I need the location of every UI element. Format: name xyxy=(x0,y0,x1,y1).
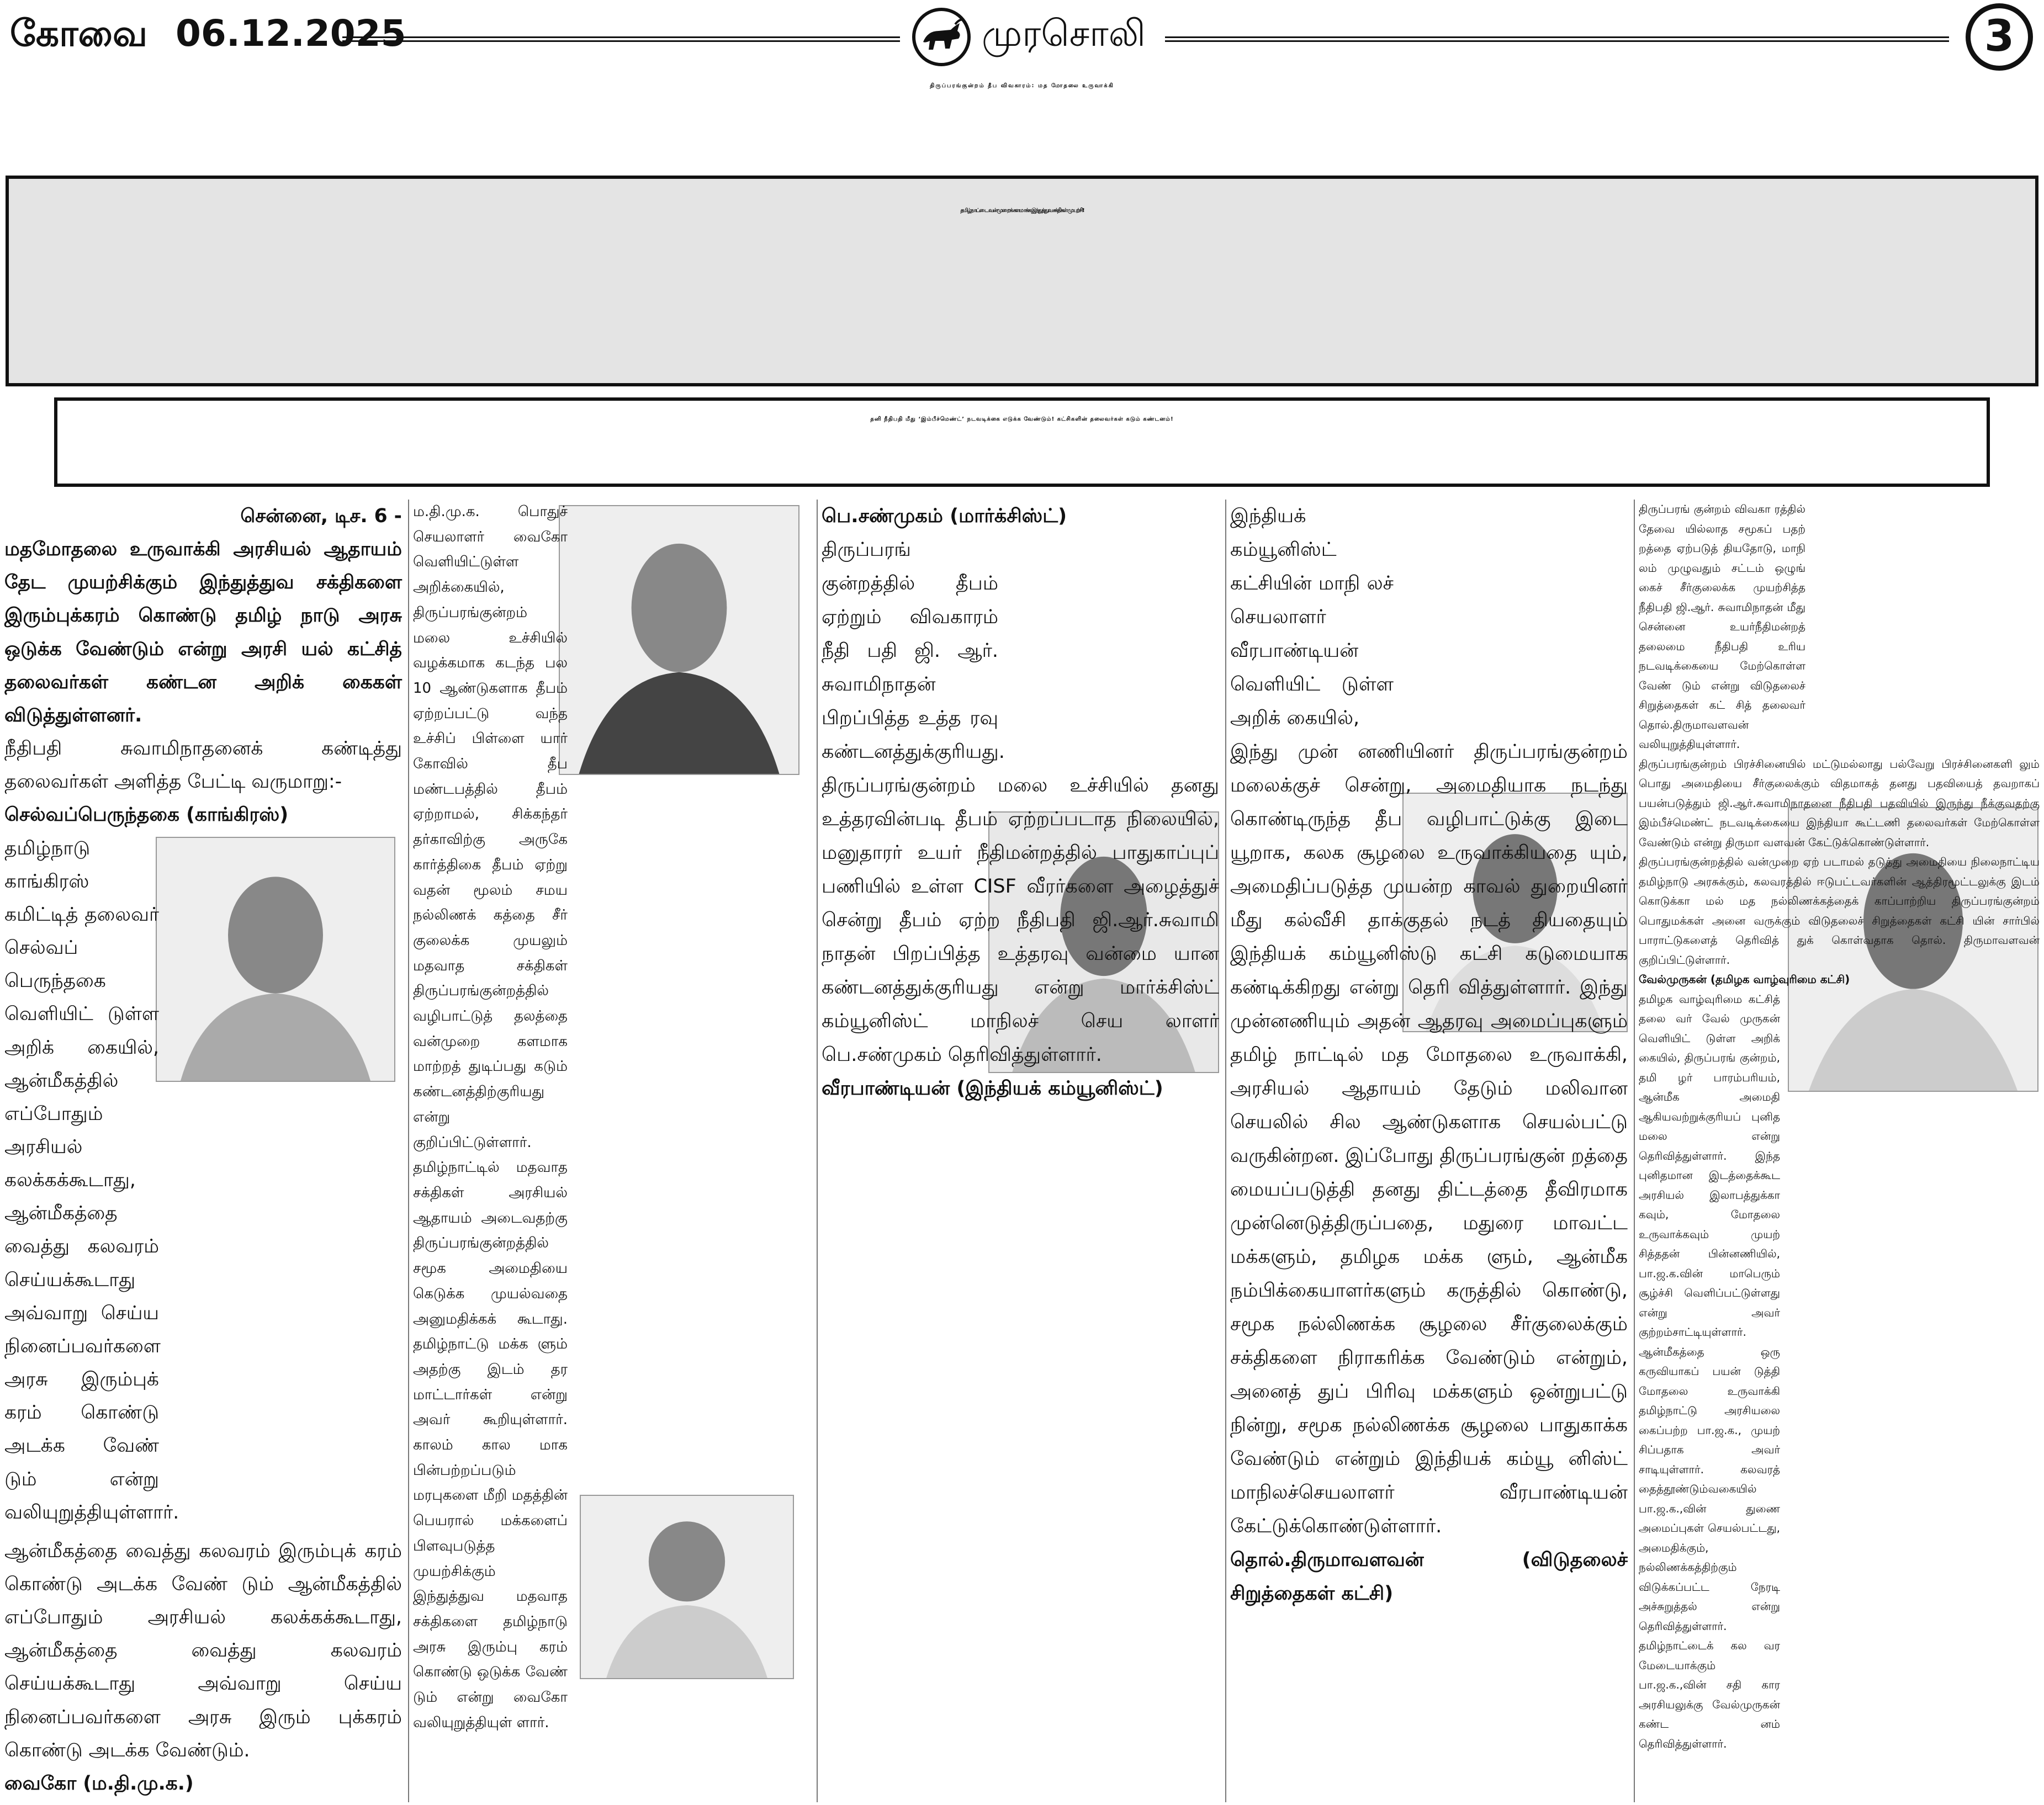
section-heading-thirumavalavan: தொல்.திருமாவளவன் (விடுதலைச் சிறுத்தைகள் கட்சி) xyxy=(1230,1549,1628,1605)
subheadline-box xyxy=(54,397,1990,487)
column-rule xyxy=(817,500,818,1802)
article-lead: மதமோதலை உருவாக்கி அரசியல் ஆதாயம் தேட முயற்சிக்கும் இந்துத்துவ சக்திகளை இரும்புக்கரம் கொண்டு தமிழ் நாடு அரசு ஒடுக்க வேண்டும் என்று அரசி யல் கட்சித் தலைவர்கள் கண்டன அறிக் கைகள் விடுத்துள்ளனர். xyxy=(4,538,402,726)
section-heading-selvaperunthagai: செல்வப்பெருந்தகை (காங்கிரஸ்) xyxy=(4,804,289,826)
main-headline: தமிழ்நாட்டை வன்முறைக் களமாக்க இந்துத்துவ சக்திகள் முயற்சி! xyxy=(960,208,1084,214)
masthead xyxy=(0,0,2044,77)
masthead-paper-name: முரசொலி xyxy=(982,12,1146,55)
section-paragraph: திருப்பரங்குன்றத்தில் வன்முறை ஏற் படாமல் தடுத்து அமைதியை நிலைநாட்டிய தமிழ்நாடு அரசுக்கும், கலவரத்தில் ஈடுபட்டவர்களின் ஆத்திரமூட்டலுக்கு இடம் கொடுக்கா மல் மத நல்லிணக்கத்தைக் காப்பாற்றிய திருப்பரங்குன்றம் பொதுமக்கள் அனை வருக்கும் விடுதலைச் சிறுத்தைகள் கட்சி யின் சார்பில் பாராட்டுகளைத் தெரிவித் துக் கொள்வதாக தொல். திருமாவளவன் குறிப்பிட்டுள்ளார். xyxy=(1639,855,2040,967)
article-column-1 xyxy=(4,500,402,1800)
article-dateline: சென்னை, டிச. 6 - xyxy=(240,505,402,527)
masthead-rule-right xyxy=(1165,36,1949,42)
section-heading-vaiko: வைகோ (ம.தி.மு.க.) xyxy=(4,1772,194,1795)
headline-box xyxy=(6,176,2038,386)
masthead-date: 06.12.2025 xyxy=(176,12,406,55)
article-intro: நீதிபதி சுவாமிநாதனைக் கண்டித்து தலைவர்கள் அளித்த பேட்டி வருமாறு:- xyxy=(4,737,402,793)
section-paragraph: தமிழ்நாடு காங்கிரஸ் கமிட்டித் தலைவர் செல்வப் பெருந்தகை வெளியிட் டுள்ள அறிக் கையில், ஆன்மீகத்தில் எப்போதும் அரசியல் கலக்கக்கூடாது, ஆன்மீகத்தை வைத்து கலவரம் செய்யக்கூடாது அவ்வாறு செய்ய நினைப்பவர்களை அரசு இரும்புக் கரம் கொண்டு அடக்க வேண் டும் என்று வலியுறுத்தியுள்ளார். xyxy=(4,837,179,1523)
section-paragraph: இந்தியக் கம்யூனிஸ்ட் கட்சியின் மாநி லச் செயலாளர் வீரபாண்டியன் வெளியிட் டுள்ள அறிக் கையில், xyxy=(1230,505,1394,729)
section-heading-velmurugan: வேல்முருகன் (தமிழக வாழ்வுரிமை கட்சி) xyxy=(1639,973,1850,986)
masthead-city: கோவை xyxy=(10,12,148,55)
section-paragraph: இந்து முன் னணியினர் திருப்பரங்குன்றம் மலைக்குச் சென்று, அமைதியாக நடந்து கொண்டிருந்த தீப வழிபாட்டுக்கு இடை யூறாக, கலக சூழலை உருவாக்கியதை யும், அமைதிப்படுத்த முயன்ற காவல் துறையினர் மீது கல்வீசி தாக்குதல் நடத் தியதையும் இந்தியக் கம்யூனிஸ்டு கட்சி கடுமையாக கண்டிக்கிறது என்று தெரி வித்துள்ளார். இந்து முன்னணியும் அதன் ஆதரவு அமைப்புகளும் தமிழ் நாட்டில் மத மோதலை உருவாக்கி, அரசியல் ஆதாயம் தேடும் மலிவான செயலில் சில ஆண்டுகளாக செயல்பட்டு வருகின்றன. இப்போது திருப்பரங்குன் றத்தை மையப்படுத்தி தனது திட்டத்தை தீவிரமாக முன்னெடுத்திருப்பதை, மதுரை மாவட்ட மக்களும், தமிழக மக்க ளும், ஆன்மீக நம்பிக்கையாளர்களும் கருத்தில் கொண்டு, சமூக நல்லிணக்க சூழலை சீர்குலைக்கும் சக்திகளை நிராகரிக்க வேண்டும் என்றும், அனைத் துப் பிரிவு மக்களும் ஒன்றுபட்டு நின்று, சமூக நல்லிணக்க சூழலை பாதுகாக்க வேண்டும் என்றும் இந்தியக் கம்யூ னிஸ்ட் மாநிலச்செயலாளர் வீரபாண்டியன் கேட்டுக்கொண்டுள்ளார். xyxy=(1230,741,1628,1537)
kicker-headline: திருப்பரங்குன்றம் தீப விவகாரம்: மத மோதலை உருவாக்கி xyxy=(930,83,1114,89)
section-paragraph: திருப்பரங்குன்றம் மலை உச்சியில் தனது உத்தரவின்படி தீபம் ஏற்றப்படாத நிலையில், மனுதாரர் உயர் நீதிமன்றத்தில் பாதுகாப்புப் பணியில் உள்ள CISF வீரர்களை அழைத்துச் சென்று தீபம் ஏற்ற நீதிபதி ஜி.ஆர்.சுவாமி நாதன் பிறப்பித்த உத்தரவு வன்மை யான கண்டனத்துக்குரியது என்று மார்க்சிஸ்ட் கம்யூனிஸ்ட் மாநிலச் செய லாளர் பெ.சண்முகம் தெரிவித்துள்ளார். xyxy=(822,774,1219,1066)
page-number-badge: 3 xyxy=(1966,3,2033,71)
column-rule xyxy=(1634,500,1635,1802)
section-paragraph: தமிழக வாழ்வுரிமை கட்சித் தலை வர் வேல் முருகன் வெளியிட் டுள்ள அறிக் கையில், திருப்பரங் குன்றம், தமி ழர் பாரம்பரியம், ஆன்மீக அமைதி ஆகியவற்றுக்குரியப் புனித மலை என்று தெரிவித்துள்ளார். இந்த புனிதமான இடத்தைக்கூட அரசியல் இலாபத்துக்கா கவும், மோதலை உருவாக்கவும் முயற் சித்ததன் பின்னணியில், பா.ஜ.க.வின் மாபெரும் சூழ்ச்சி வெளிப்பட்டுள்ளது என்று அவர் குற்றம்சாட்டியுள்ளார். ஆன்மீகத்தை ஒரு கருவியாகப் பயன் டுத்தி மோதலை உருவாக்கி தமிழ்நாட்டு அரசியலை கைப்பற்ற பா.ஜ.க., முயற் சிப்பதாக அவர் சாடியுள்ளார். கலவரத் தைத்தூண்டும்வகையில் பா.ஜ.க.,வின் துணை அமைப்புகள் செயல்பட்டது, அமைதிக்கும், நல்லிணக்கத்திற்கும் விடுக்கப்பட்ட நேரடி அச்சுறுத்தல் என்று தெரிவித்துள்ளார். தமிழ்நாட்டைக் கல வர மேடையாக்கும் பா.ஜ.க.,வின் சதி கார அரசியலுக்கு வேல்முருகன் கண்ட னம் தெரிவித்துள்ளார். xyxy=(1639,992,1780,1750)
article-column-5 xyxy=(1639,500,2040,1754)
section-paragraph: ம.தி.மு.க. பொதுச் செயலாளர் வைகோ வெளியிட்டுள்ள அறிக்கையில், திருப்பரங்குன்றம் மலை உச்சியில் வழக்கமாக கடந்த பல 10 ஆண்டுகளாக தீபம் ஏற்றப்பட்டு வந்த உச்சிப் பிள்ளை யார் கோவில் தீப மண்டபத்தில் தீபம் ஏற்றாமல், சிக்கந்தர் தர்காவிற்கு அருகே கார்த்திகை தீபம் ஏற்று வதன் மூலம் சமய நல்லிணக் கத்தை சீர் குலைக்க முயலும் மதவாத சக்திகள் திருப்பரங்குன்றத்தில் வழிபாட்டுத் தலத்தை வன்முறை களமாக மாற்றத் துடிப்பது கடும் கண்டனத்திற்குரியது என்று குறிப்பிட்டுள்ளார். தமிழ்நாட்டில் மதவாத சக்திகள் அரசியல் ஆதாயம் அடைவதற்கு திருப்பரங்குன்றத்தில் சமூக அமைதியை கெடுக்க முயல்வதை அனுமதிக்கக் கூடாது. தமிழ்நாட்டு மக்க ளும் அதற்கு இடம் தர மாட்டார்கள் என்று அவர் கூறியுள்ளார். காலம் கால மாக பின்பற்றப்படும் மரபுகளை மீறி மதத்தின் பெயரால் மக்களைப் பிளவுபடுத்த முயற்சிக்கும் இந்துத்துவ மதவாத சக்திகளை தமிழ்நாடு அரசு இரும்பு கரம் கொண்டு ஒடுக்க வேண் டும் என்று வைகோ வலியுறுத்தியுள் ளார். xyxy=(413,503,568,1731)
section-paragraph: திருப்பரங்குன்றம் பிரச்சினையில் மட்டுமல்லாது பல்வேறு பிரச்சினைகளி லும் பொது அமைதியை சீர்குலைக்கும் விதமாகத் தனது பதவியைத் தவறாகப் பயன்படுத்தும் ஜி.ஆர்.சுவாமிநாதனை நீதிபதி பதவியில் இருந்து நீக்குவதற்கு இம்பீச்மெண்ட் நடவடிக்கையை இந்தியா கூட்டணி தலைவர்கள் மேற்கொள்ள வேண்டும் என்று திருமா வளவன் கேட்டுக்கொண்டுள்ளார். xyxy=(1639,757,2040,849)
article-column-3 xyxy=(822,500,1219,1106)
section-heading-shanmugam: பெ.சண்முகம் (மார்க்சிஸ்ட்) xyxy=(822,505,1067,527)
section-paragraph: ஆன்மீகத்தை வைத்து கலவரம் இரும்புக் கரம் கொண்டு அடக்க வேண் டும் ஆன்மீகத்தில் எப்போதும் அரசியல் கலக்கக்கூடாது, ஆன்மீகத்தை வைத்து கலவரம் செய்யக்கூடாது அவ்வாறு செய்ய நினைப்பவர்களை அரசு இரும் புக்கரம் கொண்டு அடக்க வேண்டும். xyxy=(4,1539,402,1761)
subheadline: தனி நீதிபதி மீது ‘இம்பீச்மெண்ட்’ நடவடிக்கை எடுக்க வேண்டும்! கட்சிகளின் தலைவர்கள் கடும் கண்டனம்! xyxy=(870,416,1174,422)
article-column-2 xyxy=(413,500,811,1735)
masthead-rule-left xyxy=(342,36,900,42)
section-paragraph: திருப்பரங் குன்றம் விவகா ரத்தில் தேவை யில்லாத சமூகப் பதற் றத்தை ஏற்படுத் தியதோடு, மாநி லம் முழுவதும் சட்டம் ஒழுங் கைச் சீர்குலைக்க முயற்சித்த நீதிபதி ஜி.ஆர். சுவாமிநாதன் மீது சென்னை உயர்நீதிமன்றத் தலைமை நீதிபதி உரிய நடவடிக்கையை மேற்கொள்ள வேண் டும் என்று விடுதலைச் சிறுத்தைகள் கட் சித் தலைவர் தொல்.திருமாவளவன் வலியுறுத்தியுள்ளார். xyxy=(1639,502,1805,751)
column-rule xyxy=(408,500,409,1802)
column-rule xyxy=(1225,500,1226,1802)
section-heading-veerapandian: வீரபாண்டியன் (இந்தியக் கம்யூனிஸ்ட்) xyxy=(822,1077,1163,1100)
section-paragraph: திருப்பரங் குன்றத்தில் தீபம் ஏற்றும் விவகாரம் நீதி பதி ஜி. ஆர். சுவாமிநாதன் பிறப்பித்த உத்த ரவு கண்டனத்துக்குரியது. xyxy=(822,539,1005,763)
bull-emblem-icon xyxy=(911,7,972,67)
article-column-4 xyxy=(1230,500,1628,1611)
